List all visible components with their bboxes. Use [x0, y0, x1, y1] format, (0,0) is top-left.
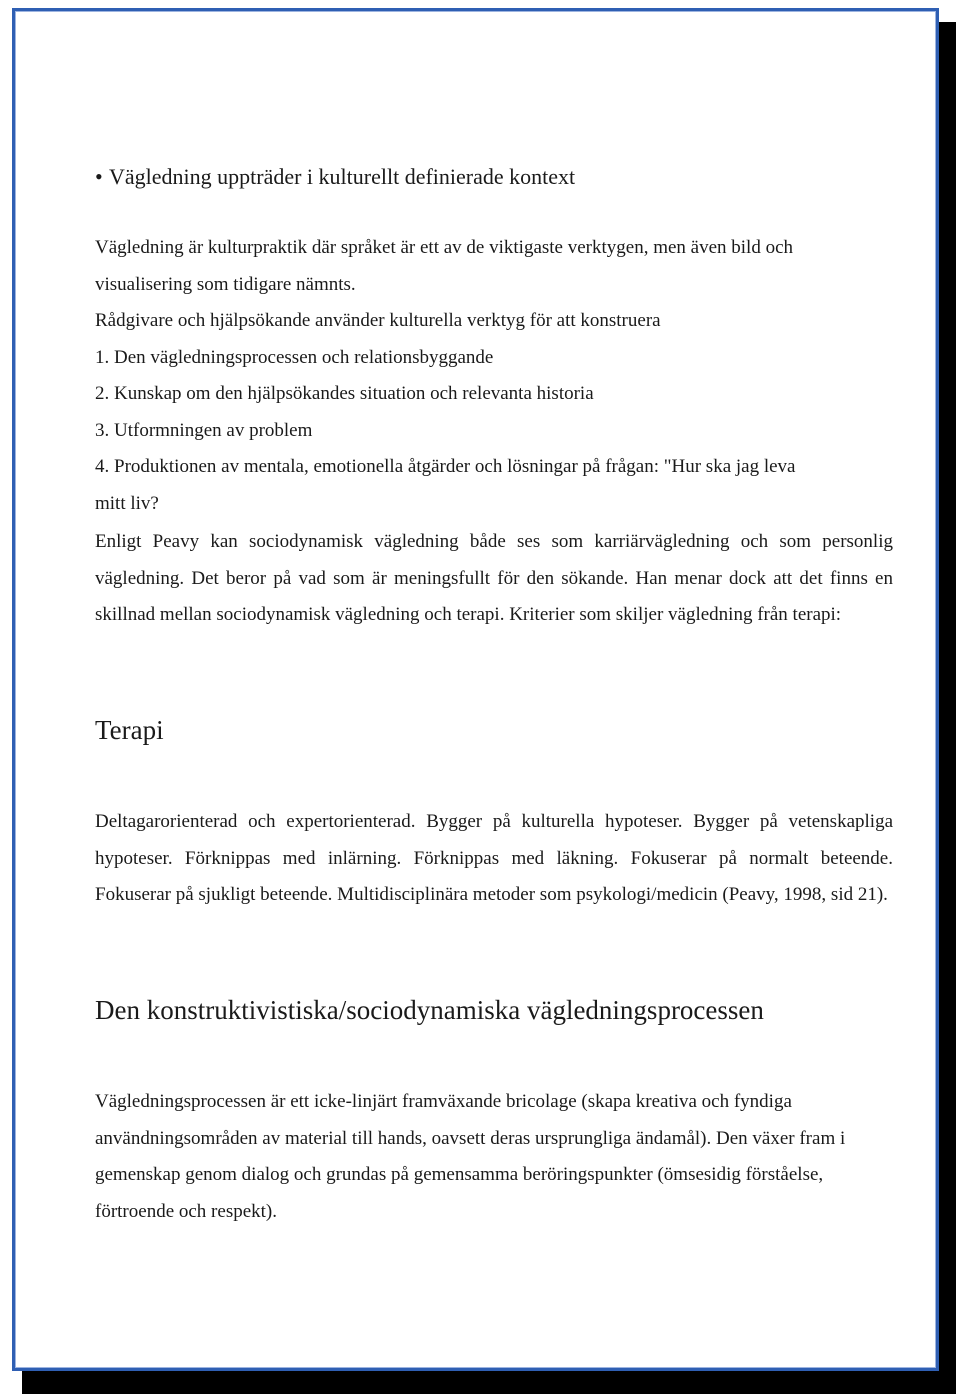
bullet-heading: [95, 162, 575, 192]
intro-sentence: Rådgivare och hjälpsökande använder kulturella verktyg för att konstruera: [95, 310, 661, 331]
list-item: 4. Produktionen av mentala, emotionella åtgärder och lösningar på frågan: "Hur ska jag leva mitt liv?: [95, 456, 796, 514]
page-frame: [12, 8, 939, 1371]
page-sheet: [15, 11, 936, 1368]
process-paragraph: Vägledningsprocessen är ett icke-linjärt framväxande bricolage (skapa kreativa och fyndiga användningsområden av material till hands, oavsett deras ursprungliga ändamål). Den växer fram i gemenskap genom dialog och grundas på gemensamma beröringspunkter (ömsesidig förståelse, förtroende och respekt).: [95, 1091, 846, 1222]
list-item: 1. Den vägledningsprocessen och relationsbyggande: [95, 346, 494, 368]
process-heading: Den konstruktivistiska/sociodynamiska vägledningsprocessen: [95, 995, 764, 1025]
peavy-paragraph: Enligt Peavy kan sociodynamisk vägledning både ses som karriärvägledning och som personlig vägledning. Det beror på vad som är meningsfullt för den sökande. Han menar dock att det finns en skillnad mellan sociodynamisk vägledning och terapi. Kriterier som skiljer vägledning från terapi:: [95, 531, 893, 625]
terapi-heading: Terapi: [95, 715, 164, 745]
bullet-icon: •: [95, 164, 103, 189]
bullet-heading-text: Vägledning uppträder i kulturellt definierade kontext: [109, 164, 576, 189]
intro-paragraph: [95, 230, 893, 522]
list-item: 3. Utformningen av problem: [95, 419, 313, 441]
intro-sentence: Vägledning är kulturpraktik där språket är ett av de viktigaste verktygen, men även bild och visualisering som tidigare nämnts.: [95, 237, 794, 295]
terapi-paragraph: Deltagarorienterad och expertorienterad. Bygger på kulturella hypoteser. Bygger på vetenskapliga hypoteser. Förknippas med inlärning. Förknippas med läkning. Fokuserar på normalt beteende. Fokuserar på sjukligt beteende. Multidisciplinära metoder som psykologi/medicin (Peavy, 1998, sid 21).: [95, 811, 893, 905]
list-item: 2. Kunskap om den hjälpsökandes situation och relevanta historia: [95, 383, 594, 404]
